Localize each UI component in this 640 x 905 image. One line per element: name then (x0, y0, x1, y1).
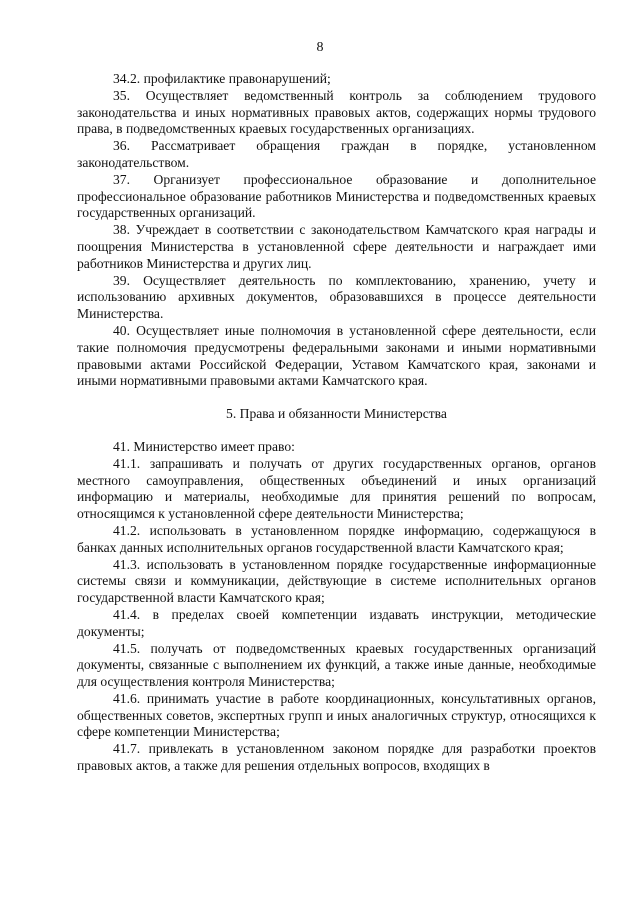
paragraph-41-4: 41.4. в пределах своей компетенции издавать инструкции, методические документы; (77, 606, 596, 639)
paragraph-41-3: 41.3. использовать в установленном порядке государственные информационные системы связи и коммуникации, действующие в системе исполнительных органов государственной власти Камчатского края; (77, 556, 596, 606)
page-number: 8 (316, 40, 324, 55)
paragraph-37: 37. Организует профессиональное образование и дополнительное профессиональное образование работников Министерства и подведомственных краевых государственных организаций. (77, 171, 596, 221)
paragraph-40: 40. Осуществляет иные полномочия в установленной сфере деятельности, если такие полномочия предусмотрены федеральными законами и иными нормативными правовыми актами Российской Федерации, Уставом Камчатского края, законами и иными нормативными правовыми актами Камчатского края. (77, 322, 596, 389)
paragraph-38: 38. Учреждает в соответствии с законодательством Камчатского края награды и поощрения Министерства в установленной сфере деятельности и награждает ими работников Министерства и других лиц. (77, 222, 596, 271)
paragraph-39: 39. Осуществляет деятельность по комплектованию, хранению, учету и использованию архивных документов, образовавшихся в процессе деятельности Министерства. (77, 272, 596, 322)
section-heading: 5. Права и обязанности Министерства (226, 406, 447, 422)
paragraph-41-7: 41.7. привлекать в установленном законом порядке для разработки проектов правовых актов, а также для решения отдельных вопросов, входящих в (77, 741, 596, 774)
paragraph-35: 35. Осуществляет ведомственный контроль за соблюдением трудового законодательства и иных нормативных правовых актов, содержащих нормы трудового права, в подведомственных краевых государственных организациях. (77, 87, 596, 137)
paragraph-41-1: 41.1. запрашивать и получать от других государственных органов, органов местного самоуправления, общественных объединений и иных организаций информацию и материалы, необходимые для принятия решений по вопросам, относящимся к установленной сфере деятельности Министерства; (77, 455, 596, 522)
paragraph-36: 36. Рассматривает обращения граждан в порядке, установленном законодательством. (77, 138, 596, 170)
document-body (77, 71, 596, 775)
paragraph-41: 41. Министерство имеет право: (113, 438, 295, 454)
paragraph-41-6: 41.6. принимать участие в работе координационных, консультативных органов, общественных советов, экспертных групп и иных аналогичных структур, относящихся к сфере компетенции Министерства; (77, 690, 596, 740)
paragraph-41-2: 41.2. использовать в установленном порядке информацию, содержащуюся в банках данных исполнительных органов государственной власти Камчатского края; (77, 522, 596, 555)
paragraph-34-2: 34.2. профилактике правонарушений; (113, 71, 331, 86)
paragraph-41-5: 41.5. получать от подведомственных краевых государственных организаций документы, связанные с выполнением их функций, а также иные данные, необходимые для осуществления контроля Министерства; (77, 640, 596, 690)
